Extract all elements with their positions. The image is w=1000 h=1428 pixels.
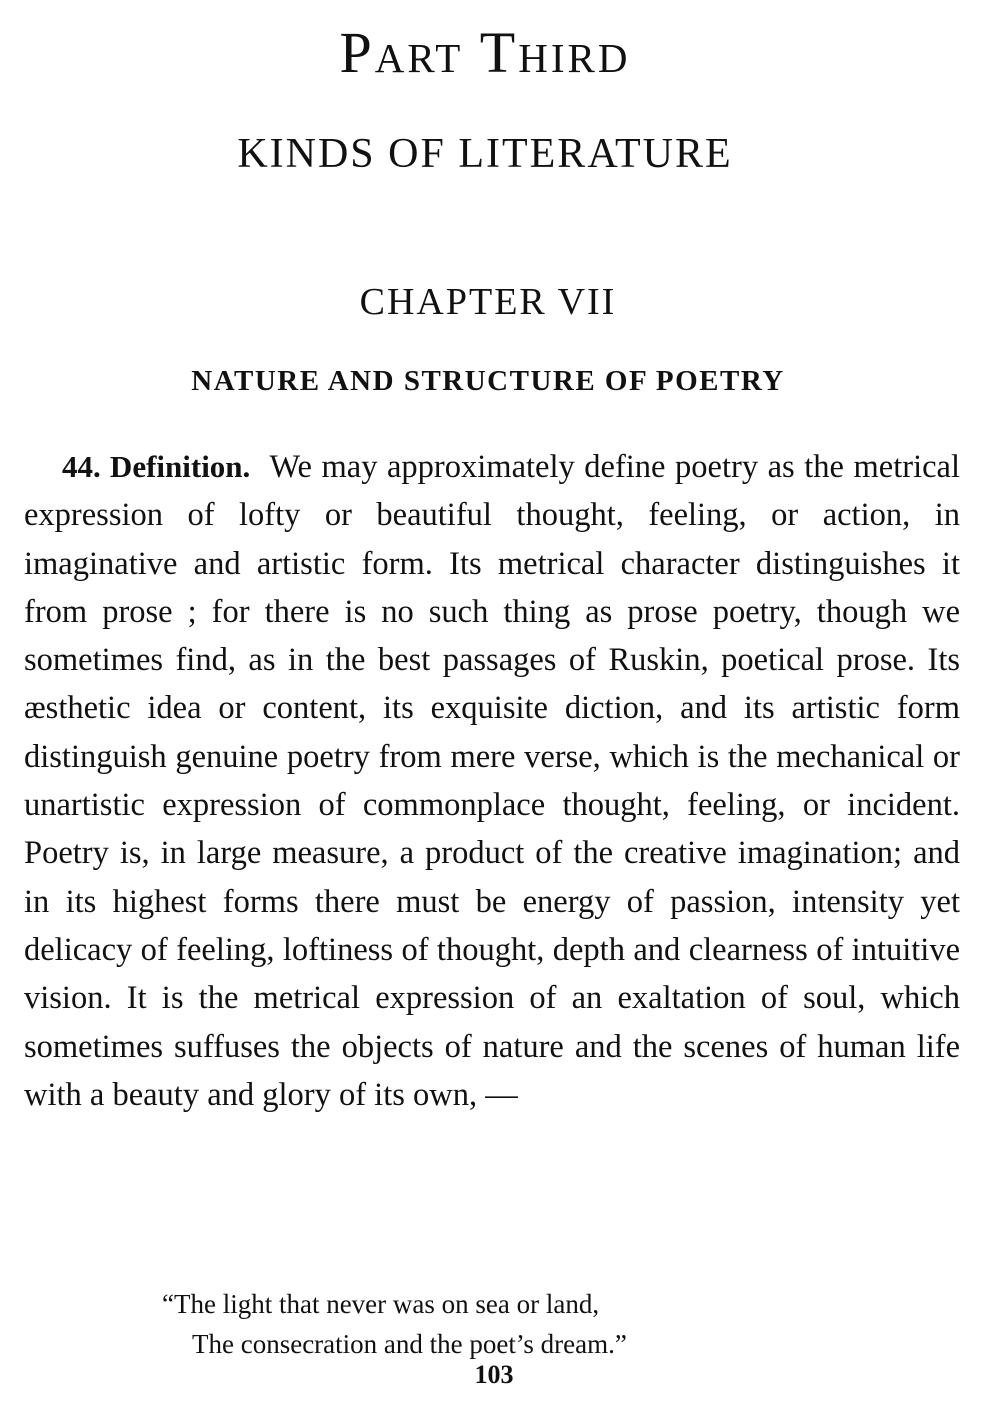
part-subtitle: KINDS OF LITERATURE [237,131,733,177]
chapter-subtitle: NATURE AND STRUCTURE OF POETRY [191,365,785,397]
poem-quote [0,1284,1000,1364]
definition-paragraph [24,443,960,1119]
page-number: 103 [474,1360,514,1389]
paragraph-text: We may approximately define poetry as the metrical expression of lofty or beautiful thought, feeling, or action, in imaginative and artistic form. Its metrical character distinguishes it from prose ; for there is no such thing as prose poetry, though we sometimes find, as in the best passages of Ruskin, poetical prose. Its æsthetic idea or content, its exquisite diction, and its artistic form distinguish genuine poetry from mere verse, which is the mechanical or unartistic expression of commonplace thought, feeling, or incident. Poetry is, in large measure, a product of the creative imagination; and in its highest forms there must be energy of passion, intensity yet delicacy of feeling, loftiness of thought, depth and clearness of intuitive vision. It is the metrical expression of an exaltation of soul, which sometimes suffuses the objects of nature and the scenes of human life with a beauty and glory of its own, — [24,449,960,1113]
quote-line: The consecration and the poet’s dream.” [192,1329,627,1359]
chapter-title: CHAPTER VII [359,281,617,323]
section-label: 44. Definition. [62,449,251,484]
part-title: Part Third [339,20,631,85]
quote-line: “The light that never was on sea or land, [162,1289,600,1319]
